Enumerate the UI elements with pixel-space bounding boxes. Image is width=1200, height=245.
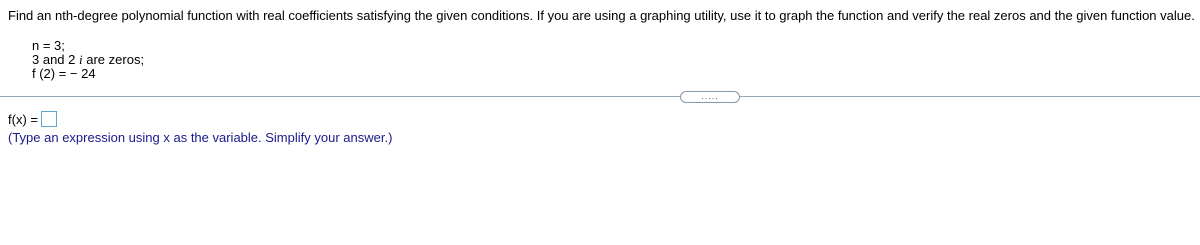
imaginary-unit: i — [79, 52, 83, 67]
section-divider — [0, 96, 1200, 97]
answer-row — [8, 109, 57, 129]
question-text: Find an nth-degree polynomial function with real coefficients satisfying the given conditions. If you are using a graphing utility, use it to graph the function and verify the real zeros and the given function value. — [8, 8, 1195, 23]
zeros-prefix: 3 and 2 — [32, 52, 76, 67]
zeros-suffix: are zeros; — [86, 52, 145, 67]
condition-zeros — [32, 53, 144, 67]
condition-function-value: f (2) = − 24 — [32, 66, 96, 81]
answer-label: f(x) = — [8, 111, 38, 127]
expand-button[interactable]: ..... — [680, 91, 740, 103]
condition-degree: n = 3; — [32, 38, 65, 53]
answer-instruction: (Type an expression using x as the variable. Simplify your answer.) — [8, 130, 393, 145]
answer-input[interactable] — [41, 111, 57, 127]
conditions-list — [32, 39, 144, 81]
